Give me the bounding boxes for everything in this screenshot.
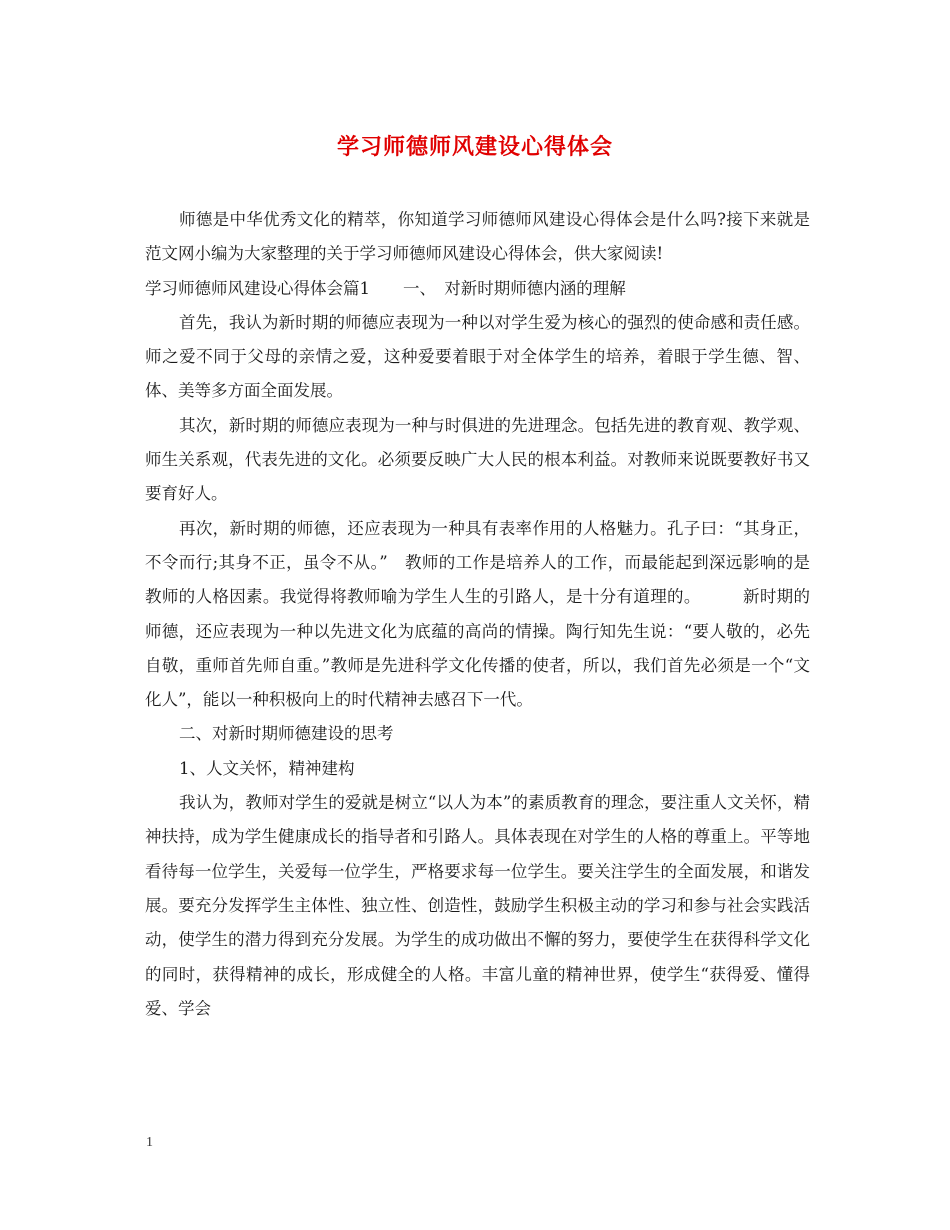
paragraph-humanistic-care: 我认为，教师对学生的爱就是树立“以人为本”的素质教育的理念，要注重人文关怀，精神扶持，成为学生健康成长的指导者和引路人。具体表现在对学生的人格的尊重上。平等地看待每一位学生，关爱每一位学生，严格要求每一位学生。要关注学生的全面发展，和谐发展。要充分发挥学生主体性、独立性、创造性，鼓励学生积极主动的学习和参与社会实践活动，使学生的潜力得到充分发展。为学生的成功做出不懈的努力，要使学生在获得科学文化的同时，获得精神的成长，形成健全的人格。丰富儿童的精神世界，使学生“获得爱、懂得爱、学会 [145, 793, 810, 1018]
paragraph-third: 再次，新时期的师德，还应表现为一种具有表率作用的人格魅力。孔子曰：“其身正，不令而行;其身不正，虽令不从。” 教师的工作是培养人的工作，而最能起到深远影响的是教师的人格因素。我觉得将教师喻为学生人生的引路人，是十分有道理的。 新时期的师德，还应表现为一种以先进文化为底蕴的高尚的情操。陶行知先生说：“要人敬的，必先自敬，重师首先师自重。”教师是先进科学文化传播的使者，所以，我们首先必须是一个“文化人”，能以一种积极向上的时代精神去感召下一代。 [145, 518, 810, 710]
paragraph-intro: 师德是中华优秀文化的精萃，你知道学习师德师风建设心得体会是什么吗?接下来就是范文网小编为大家整理的关于学习师德师风建设心得体会，供大家阅读! [145, 210, 810, 264]
paragraph-second: 其次，新时期的师德应表现为一种与时俱进的先进理念。包括先进的教育观、教学观、师生关系观，代表先进的文化。必须要反映广大人民的根本利益。对教师来说既要教好书又要育好人。 [145, 415, 810, 504]
subsection-heading-1: 1、人文关怀，精神建构 [179, 758, 355, 778]
document-title: 学习师德师风建设心得体会 [336, 134, 613, 160]
paragraph-first: 首先，我认为新时期的师德应表现为一种以对学生爱为核心的强烈的使命感和责任感。师之爱不同于父母的亲情之爱，这种爱要着眼于对全体学生的培养，着眼于学生德、智、体、美等多方面全面发展。 [145, 312, 810, 401]
paragraph-section-heading-1: 学习师德师风建设心得体会篇1 一、 对新时期师德内涵的理解 [145, 278, 626, 298]
section-heading-2: 二、对新时期师德建设的思考 [179, 724, 394, 744]
document-body [145, 203, 810, 1026]
page-number: 1 [146, 1135, 153, 1150]
